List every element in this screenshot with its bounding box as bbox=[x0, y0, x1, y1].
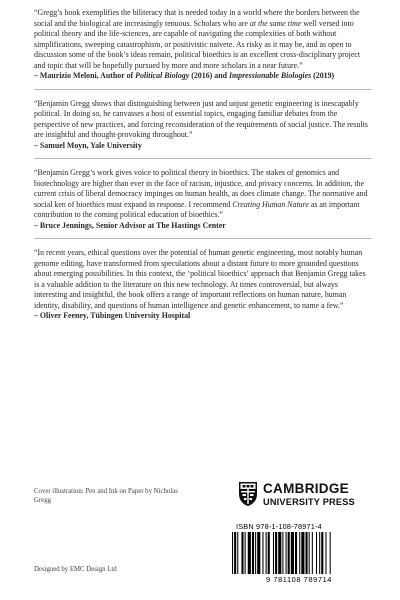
blurb-quote: “Benjamin Gregg’s work gives voice to political theory in bioethics. The stakes of genomics and biotechnology are higher than ever in the face of racism, injustice, and privacy concerns. In addition, the current crisis of liberal democracy impinges on human health, as does climate change. The normative and social ken of bioethics must expand in response. I recommend Creating Human Nature as an important contribution to the coming political education of bioethics.” bbox=[34, 168, 368, 219]
blurb-feeney bbox=[34, 248, 372, 322]
publisher-name: CAMBRIDGE bbox=[263, 481, 349, 496]
blurb-quote: “In recent years, ethical questions over the potential of human genetic engineering, most notably human genome editing, have transformed from speculations about a distant future to more grounded questions about emerging possibilities. In this context, the ‘political bioethics’ approach that Benjamin Gregg takes is a valuable addition to the literature on this new technology. At times controversial, but always interesting and insightful, the book offers a range of important reflections on human nature, human identity, disability, and questions of human intelligence and genetic enhancement, to name a few.” bbox=[34, 248, 366, 310]
endorsements bbox=[34, 8, 372, 322]
barcode-digits: 9 781108 789714 bbox=[266, 575, 332, 584]
divider bbox=[34, 158, 372, 159]
design-credit: Designed by EMC Design Ltd bbox=[34, 566, 117, 573]
publisher-logo bbox=[238, 480, 378, 514]
publisher-press: UNIVERSITY PRESS bbox=[263, 497, 355, 507]
blurb-quote: “Benjamin Gregg shows that distinguishing between just and unjust genetic engineering is inescapably political. In doing so, he canvasses a host of essential topics, engaging familiar debates from the perspective of new practices, and forcing reconsideration of the requirements of social justice. The results are insightful and thought-provoking throughout.” bbox=[34, 98, 368, 139]
blurb-attribution: – Samuel Moyn, Yale University bbox=[34, 140, 142, 150]
divider bbox=[34, 238, 372, 239]
blurb-quote: “Gregg’s book exemplifies the biliteracy that is needed today in a world where the borders between the social and the biological are increasingly tenuous. Scholars who are at the same time well versed into political theory and the life-sciences, are capable of navigating the complexities of both without simplifications, sweeping catastrophism, or positivistic naivete. As risky as it may be, and as open to discussion some of the book’s ideas remain, political bioethics is an excellent cross-disciplinary project and topic that will be hopefully pursued by more and more scholars in a near future.” bbox=[34, 8, 361, 70]
blurb-moyn bbox=[34, 99, 372, 152]
blurb-attribution: – Maurizio Meloni, Author of Political Biology (2016) and Impressionable Biologies (2019) bbox=[34, 71, 335, 80]
cambridge-crest-icon bbox=[238, 481, 258, 507]
barcode-icon bbox=[230, 532, 368, 576]
blurb-attribution: – Bruce Jennings, Senior Advisor at The Hastings Center bbox=[34, 220, 226, 230]
cover-illustration-credit: Cover illustration: Pen and Ink on Paper by Nicholas Gregg bbox=[34, 488, 178, 504]
blurb-jennings bbox=[34, 168, 372, 231]
divider bbox=[34, 89, 372, 90]
isbn-barcode bbox=[222, 519, 376, 585]
isbn-label: ISBN 978-1-108-78971-4 bbox=[236, 522, 322, 531]
blurb-attribution: – Oliver Feeney, Tübingen University Hospital bbox=[34, 311, 191, 320]
blurb-meloni bbox=[34, 8, 372, 82]
